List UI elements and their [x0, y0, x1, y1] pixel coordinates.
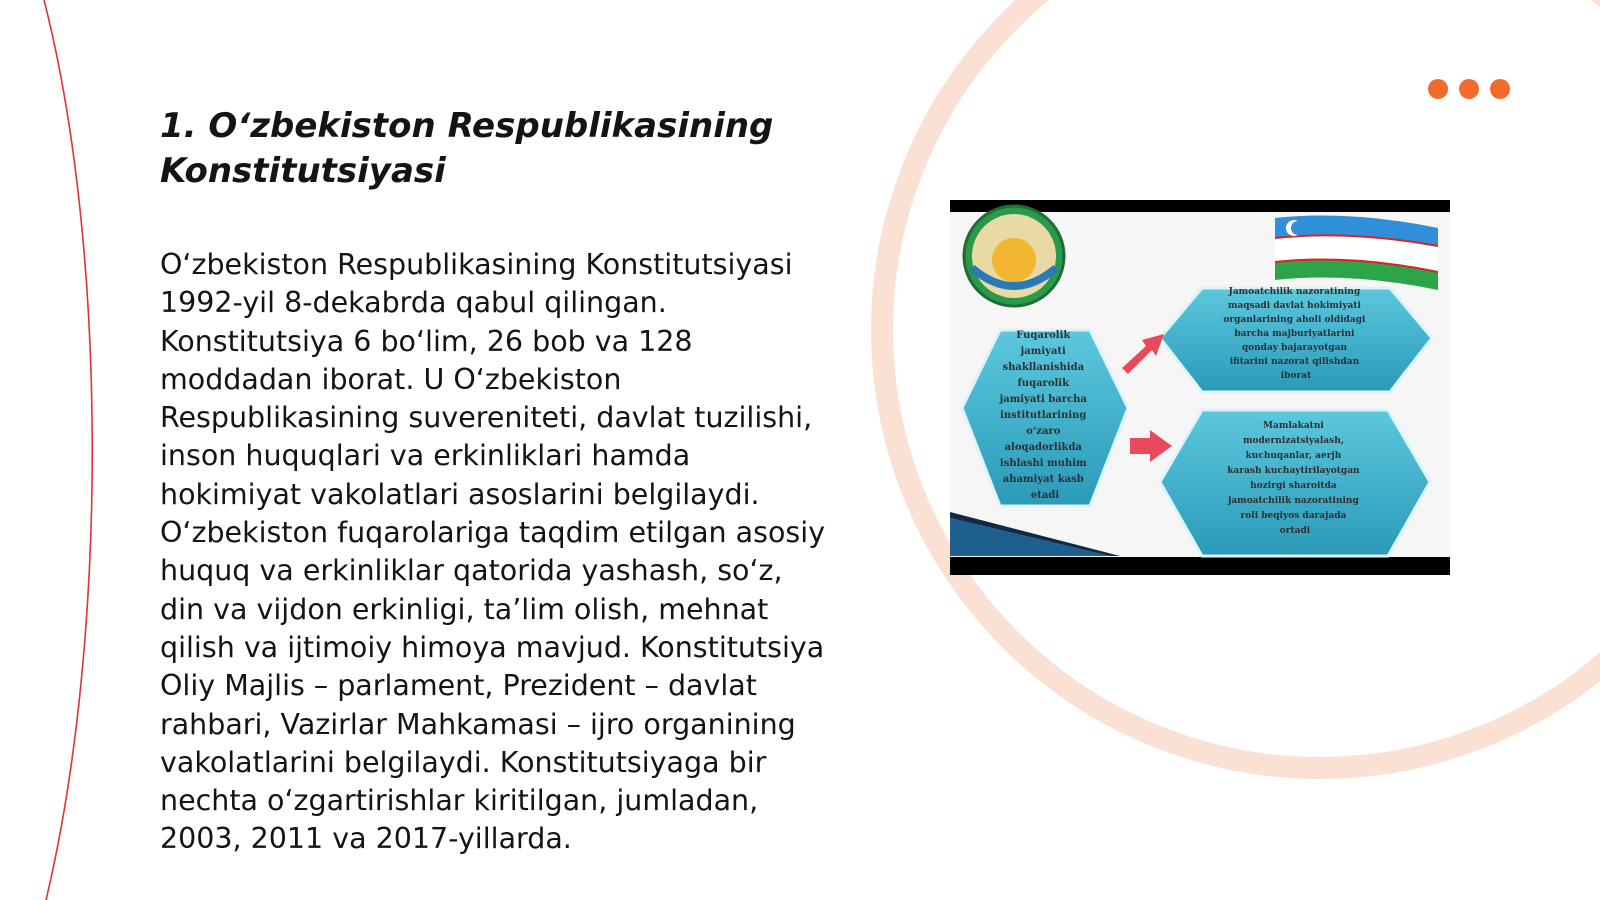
bottom-hex-line: jamoatchilik nazoratining — [1228, 496, 1359, 506]
decor-red-curve — [44, 0, 92, 900]
dot-3 — [1490, 79, 1510, 99]
top-hex-line: qonday bajarayotgan — [1241, 343, 1348, 353]
bottom-hex-line: modernizatsiyalash, — [1242, 436, 1344, 446]
three-dots-icon — [1428, 79, 1510, 99]
left-hex-line: aloqadorlikda — [1004, 442, 1082, 453]
top-right-hexagon-text — [1223, 287, 1368, 381]
top-hex-line: Jamoatchilik nazoratining — [1228, 287, 1361, 297]
left-hex-line: shakllanishida — [1002, 362, 1085, 373]
bottom-hex-line: hozirgi sharoitda — [1250, 481, 1337, 491]
slide-body-text: O‘zbekiston Respublikasining Konstitutsiyasi 1992-yil 8-dekabrda qabul qilingan. Konstitutsiya 6 bo‘lim, 26 bob va 128 moddadan iborat. U O‘zbekiston Respublikasining suvereniteti, davlat tuzilishi, inson huquqlari va erkinliklari hamda hokimiyat vakolatlari asoslarini belgilaydi. O‘zbekiston fuqarolariga taqdim etilgan asosiy huquq va erkinliklar qatorida yashash, so‘z, din va vijdon erkinligi, ta’lim olish, mehnat qilish va ijtimoiy himoya mavjud. Konstitutsiya Oliy Majlis – parlament, Prezident – davlat rahbari, Vazirlar Mahkamasi – ijro organining vakolatlarini belgilaydi. Konstitutsiyaga bir nechta o‘zgartirishlar kiritilgan, jumladan, 2003, 2011 va 2017-yillarda. — [160, 248, 826, 856]
top-hex-line: organlarining aholi oldidagi — [1223, 315, 1366, 325]
bottom-hex-line: roli beqiyos darajada — [1240, 511, 1347, 521]
constitution-diagram-image — [950, 200, 1450, 575]
bottom-hex-line: karash kuchaytirilayotgan — [1227, 466, 1360, 476]
left-hex-line: ahamiyat kasb — [1002, 474, 1084, 485]
dot-2 — [1459, 79, 1479, 99]
diagram-svg — [950, 200, 1450, 575]
bottom-hex-line: Mamlakatni — [1263, 421, 1324, 431]
left-hex-line: institutlarining — [1000, 410, 1087, 421]
dot-1 — [1428, 79, 1448, 99]
left-hex-line: o‘zaro — [1026, 426, 1061, 437]
bottom-hex-line: ortadi — [1279, 526, 1311, 536]
slide-title: 1. O‘zbekiston Respublikasining Konstitutsiyasi — [160, 106, 774, 191]
top-hex-line: ifitarini nazorat qilishdan — [1229, 357, 1360, 367]
top-hex-line: barcha majburiyatlarini — [1234, 329, 1355, 339]
bottom-hex-line: kuchuqanlar, aerjh — [1245, 451, 1342, 461]
left-hex-line: jamiyati — [1020, 346, 1066, 357]
left-hex-line: jamiyati barcha — [999, 394, 1087, 405]
top-hex-line: iborat — [1280, 371, 1312, 381]
left-hex-line: ishlashi muhim — [999, 458, 1087, 469]
left-hex-line: fuqarolik — [1017, 378, 1070, 389]
state-emblem-icon — [964, 206, 1064, 306]
top-hex-line: maqsadi davlat hokimiyati — [1227, 301, 1361, 311]
left-hex-line: Fuqarolik — [1016, 330, 1071, 341]
left-hex-line: etadi — [1030, 490, 1060, 501]
